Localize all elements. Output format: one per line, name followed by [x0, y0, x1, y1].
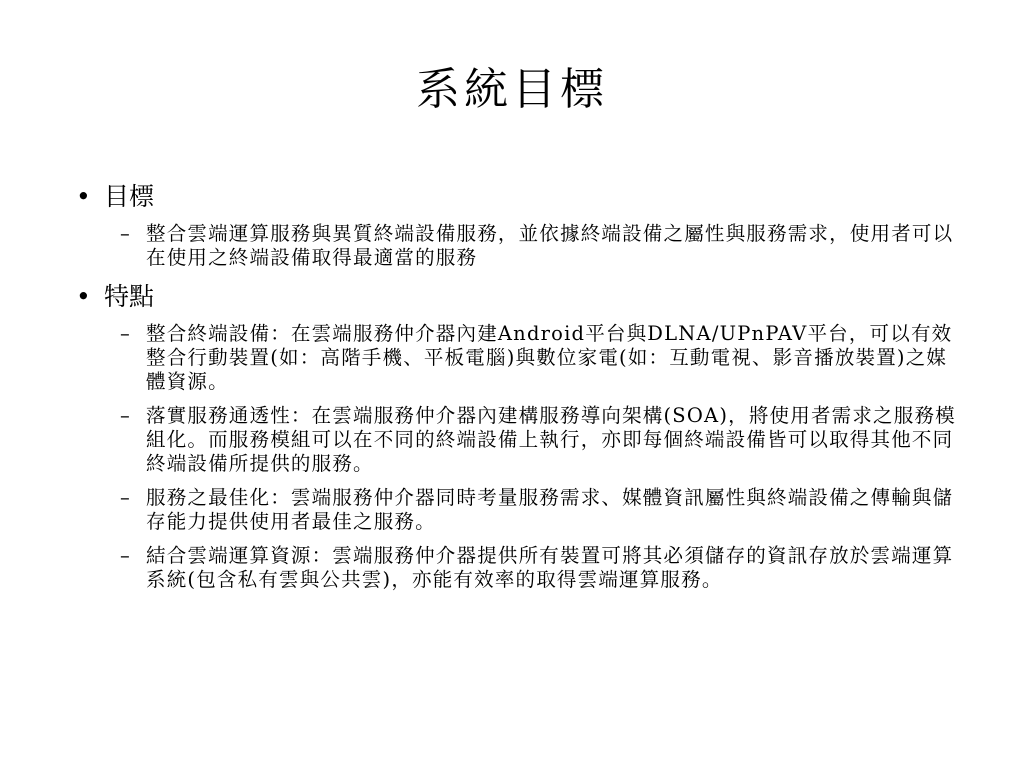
- dash-icon: –: [120, 404, 131, 427]
- bullet-features-heading: 特點: [104, 282, 155, 311]
- feature-item-text: 結合雲端運算資源：雲端服務仲介器提供所有裝置可將其必須儲存的資訊存放於雲端運算系統(包含私有雲與公共雲)，亦能有效率的取得雲端運算服務。: [146, 544, 954, 591]
- features-sublist: [76, 322, 976, 592]
- slide-content: [76, 180, 976, 602]
- goal-sublist: [76, 222, 976, 270]
- bullet-goal: [76, 180, 976, 214]
- bullet-goal-heading: 目標: [104, 182, 155, 211]
- feature-item-text: 整合終端設備：在雲端服務仲介器內建Android平台與DLNA/UPnPAV平台，可以有效整合行動裝置(如：高階手機、平板電腦)與數位家電(如：互動電視、影音播放裝置)之媒體資源。: [146, 322, 953, 393]
- feature-item-optimization: [76, 486, 966, 534]
- feature-item-text: 服務之最佳化：雲端服務仲介器同時考量服務需求、媒體資訊屬性與終端設備之傳輸與儲存能力提供使用者最佳之服務。: [146, 486, 954, 533]
- dash-icon: –: [120, 486, 131, 509]
- bullet-dot-icon: •: [76, 182, 91, 211]
- feature-item-integrate-devices: [76, 322, 966, 394]
- feature-item-cloud-resources: [76, 544, 966, 592]
- dash-icon: –: [120, 322, 131, 345]
- feature-item-text: 落實服務通透性：在雲端服務仲介器內建構服務導向架構(SOA)，將使用者需求之服務模組化。而服務模組可以在不同的終端設備上執行，亦即每個終端設備皆可以取得其他不同終端設備所提供的服務。: [146, 404, 956, 475]
- dash-icon: –: [120, 544, 131, 567]
- bullet-dot-icon: •: [76, 282, 91, 311]
- feature-item-transparency: [76, 404, 966, 476]
- slide-title: 系統目標: [416, 64, 608, 115]
- dash-icon: –: [120, 222, 131, 245]
- goal-item: [76, 222, 966, 270]
- bullet-features: [76, 280, 976, 314]
- goal-item-text: 整合雲端運算服務與異質終端設備服務，並依據終端設備之屬性與服務需求，使用者可以在使用之終端設備取得最適當的服務: [146, 222, 954, 269]
